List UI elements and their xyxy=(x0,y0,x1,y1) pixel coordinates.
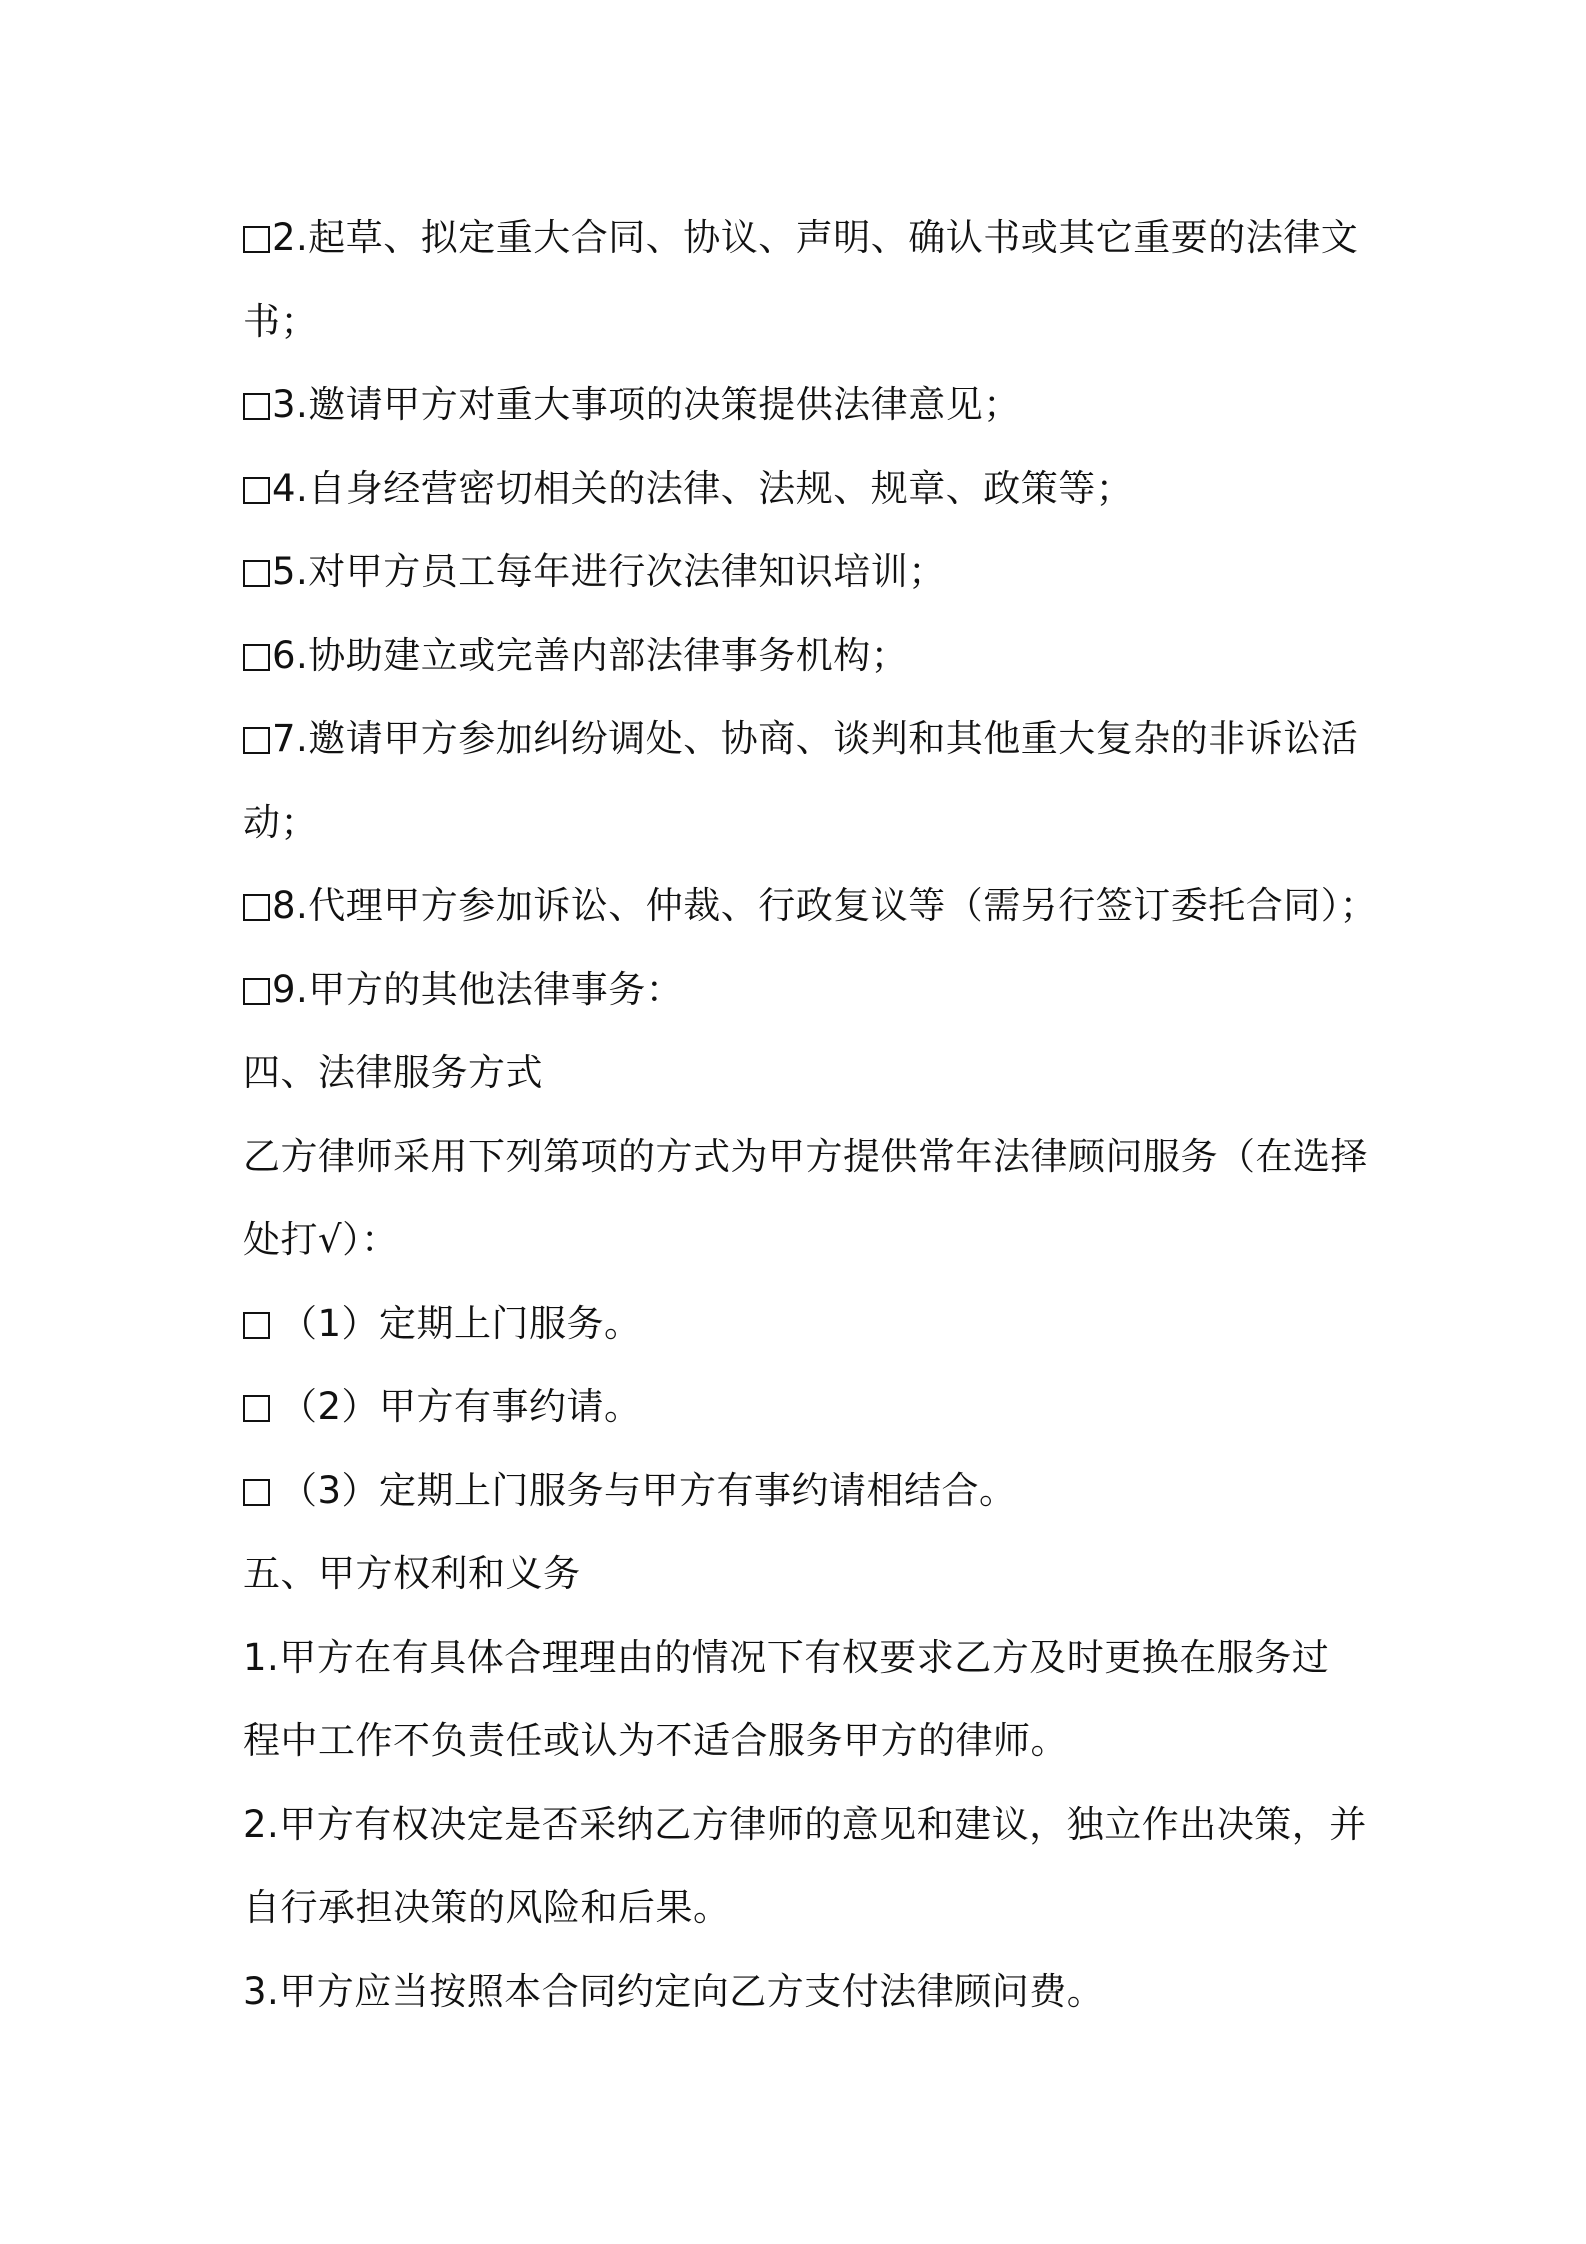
service-item-2-continued xyxy=(243,280,1363,364)
service-item-label-continued: 动； xyxy=(243,800,318,844)
service-item-7 xyxy=(243,697,1363,781)
checkbox-icon[interactable] xyxy=(243,644,270,671)
section-5-paragraph-1-line-1: 1.甲方在有具体合理理由的情况下有权要求乙方及时更换在服务过 xyxy=(243,1635,1330,1679)
checkbox-icon[interactable] xyxy=(243,978,270,1005)
service-item-5 xyxy=(243,530,1363,614)
section-4-intro-line-2: 处打√）： xyxy=(243,1218,399,1261)
service-method-label: （1）定期上门服务。 xyxy=(280,1301,642,1345)
checkbox-icon[interactable] xyxy=(243,727,270,754)
section-5-heading: 五、甲方权利和义务 xyxy=(243,1552,581,1595)
service-item-label: 4.自身经营密切相关的法律、法规、规章、政策等； xyxy=(272,466,1134,510)
service-item-4 xyxy=(243,447,1363,531)
service-item-9 xyxy=(243,948,1363,1032)
service-item-7-continued xyxy=(243,781,1363,865)
section-5-paragraph-2-line-1: 2.甲方有权决定是否采纳乙方律师的意见和建议，独立作出决策，并 xyxy=(243,1802,1367,1846)
section-4-intro-line-1: 乙方律师采用下列第项的方式为甲方提供常年法律顾问服务（在选择 xyxy=(243,1134,1368,1178)
checkbox-icon[interactable] xyxy=(243,894,270,921)
service-method-option-3 xyxy=(243,1449,1363,1533)
service-item-label: 9.甲方的其他法律事务： xyxy=(272,967,684,1011)
service-method-option-2 xyxy=(243,1365,1363,1449)
service-item-label: 5.对甲方员工每年进行次法律知识培训； xyxy=(272,550,946,593)
checkbox-icon[interactable] xyxy=(243,226,270,253)
checkbox-icon[interactable] xyxy=(243,393,270,420)
service-method-label: （2）甲方有事约请。 xyxy=(280,1385,642,1428)
checkbox-icon[interactable] xyxy=(243,1395,270,1422)
service-item-label: 6.协助建立或完善内部法律事务机构； xyxy=(272,633,909,677)
service-item-8 xyxy=(243,864,1378,948)
checkbox-icon[interactable] xyxy=(243,560,270,587)
service-item-label: 3.邀请甲方对重大事项的决策提供法律意见； xyxy=(272,383,1021,426)
section-5-paragraph-2-line-2: 自行承担决策的风险和后果。 xyxy=(243,1886,731,1929)
service-item-label: 2.起草、拟定重大合同、协议、声明、确认书或其它重要的法律文 xyxy=(272,216,1359,259)
section-5-paragraph-3-line-1: 3.甲方应当按照本合同约定向乙方支付法律顾问费。 xyxy=(243,1969,1105,2013)
service-method-option-1 xyxy=(243,1282,1363,1366)
service-item-label: 8.代理甲方参加诉讼、仲裁、行政复议等（需另行签订委托合同）； xyxy=(272,884,1378,927)
service-method-label: （3）定期上门服务与甲方有事约请相结合。 xyxy=(280,1468,1017,1512)
service-item-label: 7.邀请甲方参加纠纷调处、协商、谈判和其他重大复杂的非诉讼活 xyxy=(272,717,1359,760)
checkbox-icon[interactable] xyxy=(243,1479,270,1506)
document-body xyxy=(243,196,1378,2033)
checkbox-icon[interactable] xyxy=(243,1312,270,1339)
section-5-paragraph-1-line-2: 程中工作不负责任或认为不适合服务甲方的律师。 xyxy=(243,1719,1068,1762)
checkbox-icon[interactable] xyxy=(243,477,270,504)
service-item-6 xyxy=(243,614,1363,698)
service-item-3 xyxy=(243,363,1363,447)
service-item-label-continued: 书； xyxy=(243,299,318,343)
service-item-2 xyxy=(243,196,1363,280)
section-4-heading: 四、法律服务方式 xyxy=(243,1051,543,1094)
